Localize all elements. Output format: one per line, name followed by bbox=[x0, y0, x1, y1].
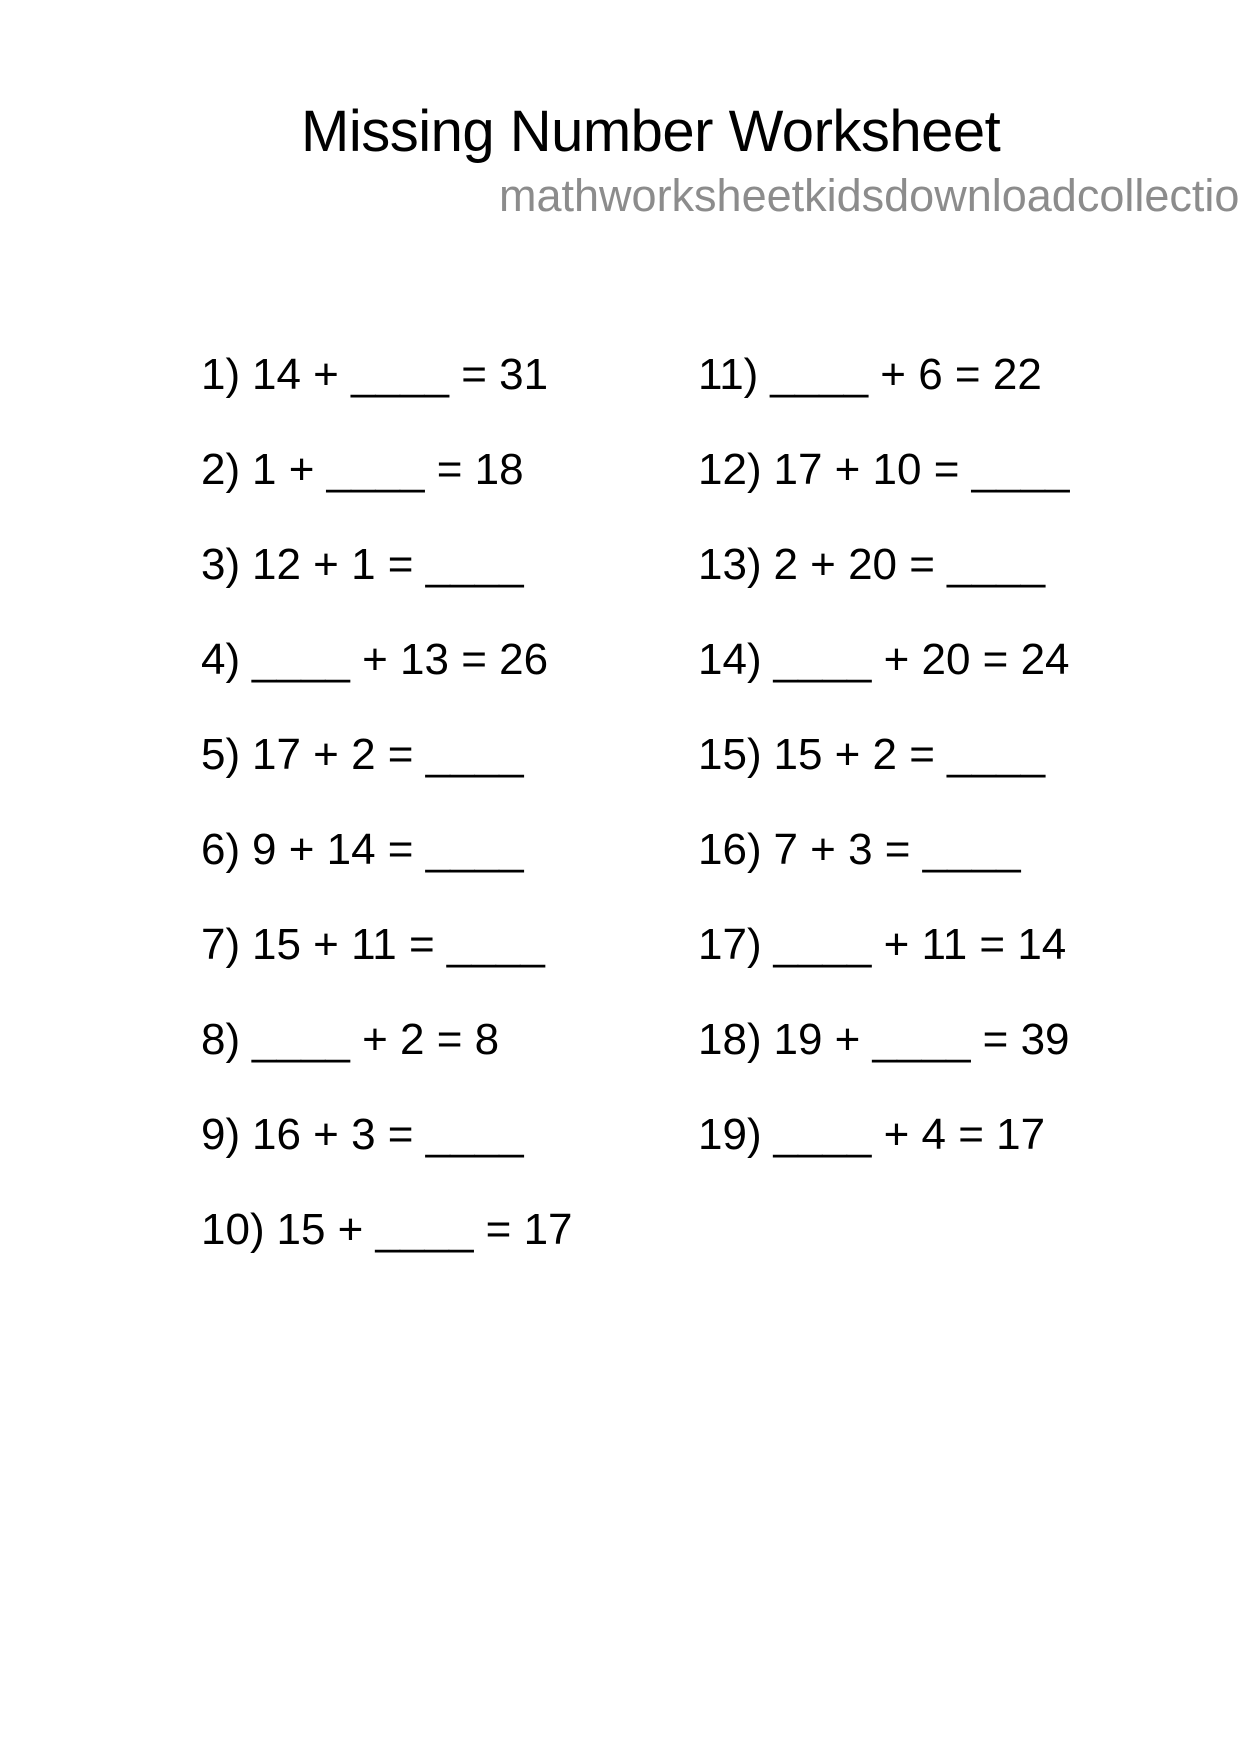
problem-equation: 17 + 10 = ____ bbox=[773, 445, 1070, 494]
problem-equation: 19 + ____ = 39 bbox=[773, 1015, 1070, 1064]
problem-row bbox=[698, 327, 1070, 422]
problem-row bbox=[201, 707, 573, 802]
problem-row bbox=[698, 517, 1070, 612]
problem-number: 16) bbox=[698, 825, 762, 874]
problem-row bbox=[201, 992, 573, 1087]
problem-number: 7) bbox=[201, 920, 241, 969]
problem-row bbox=[201, 1182, 573, 1277]
page-title: Missing Number Worksheet bbox=[301, 99, 1001, 164]
problem-equation: 15 + 2 = ____ bbox=[773, 730, 1046, 779]
problems-column-left bbox=[201, 327, 573, 1277]
problem-equation: 12 + 1 = ____ bbox=[252, 540, 524, 589]
problem-row bbox=[698, 802, 1070, 897]
problem-number: 11) bbox=[698, 350, 759, 399]
problem-equation: ____ + 6 = 22 bbox=[770, 350, 1042, 399]
problem-row bbox=[698, 897, 1070, 992]
problem-number: 12) bbox=[698, 445, 762, 494]
problem-number: 17) bbox=[698, 920, 762, 969]
problem-number: 10) bbox=[201, 1205, 265, 1254]
problem-equation: ____ + 13 = 26 bbox=[252, 635, 549, 684]
problem-number: 15) bbox=[698, 730, 762, 779]
problem-equation: 15 + 11 = ____ bbox=[252, 920, 545, 969]
problem-row bbox=[698, 422, 1070, 517]
problem-number: 1) bbox=[201, 350, 241, 399]
problem-number: 3) bbox=[201, 540, 241, 589]
problem-number: 9) bbox=[201, 1110, 241, 1159]
problems-column-right bbox=[698, 327, 1070, 1182]
problem-row bbox=[201, 422, 573, 517]
problem-equation: ____ + 20 = 24 bbox=[773, 635, 1070, 684]
problem-number: 13) bbox=[698, 540, 762, 589]
problem-equation: 15 + ____ = 17 bbox=[276, 1205, 573, 1254]
problem-equation: ____ + 4 = 17 bbox=[773, 1110, 1046, 1159]
problem-row bbox=[201, 1087, 573, 1182]
problem-number: 19) bbox=[698, 1110, 762, 1159]
problem-equation: 16 + 3 = ____ bbox=[252, 1110, 524, 1159]
problem-row bbox=[201, 517, 573, 612]
problem-number: 6) bbox=[201, 825, 241, 874]
problem-number: 18) bbox=[698, 1015, 762, 1064]
problem-row bbox=[698, 612, 1070, 707]
problem-row bbox=[201, 612, 573, 707]
problem-row bbox=[201, 802, 573, 897]
problem-row bbox=[201, 897, 573, 992]
problem-equation: 1 + ____ = 18 bbox=[252, 445, 524, 494]
problem-number: 5) bbox=[201, 730, 241, 779]
problem-equation: 17 + 2 = ____ bbox=[252, 730, 524, 779]
problem-equation: ____ + 11 = 14 bbox=[773, 920, 1067, 969]
problem-number: 14) bbox=[698, 635, 762, 684]
problem-row bbox=[698, 992, 1070, 1087]
problem-number: 2) bbox=[201, 445, 241, 494]
problem-row bbox=[698, 1087, 1070, 1182]
problem-equation: 9 + 14 = ____ bbox=[252, 825, 524, 874]
problem-equation: 14 + ____ = 31 bbox=[252, 350, 549, 399]
problem-row bbox=[201, 327, 573, 422]
problem-equation: 7 + 3 = ____ bbox=[773, 825, 1021, 874]
watermark-text: mathworksheetkidsdownloadcollectio bbox=[499, 170, 1240, 221]
problem-number: 4) bbox=[201, 635, 241, 684]
problem-equation: ____ + 2 = 8 bbox=[252, 1015, 500, 1064]
problem-row bbox=[698, 707, 1070, 802]
problem-number: 8) bbox=[201, 1015, 241, 1064]
problem-equation: 2 + 20 = ____ bbox=[773, 540, 1046, 589]
